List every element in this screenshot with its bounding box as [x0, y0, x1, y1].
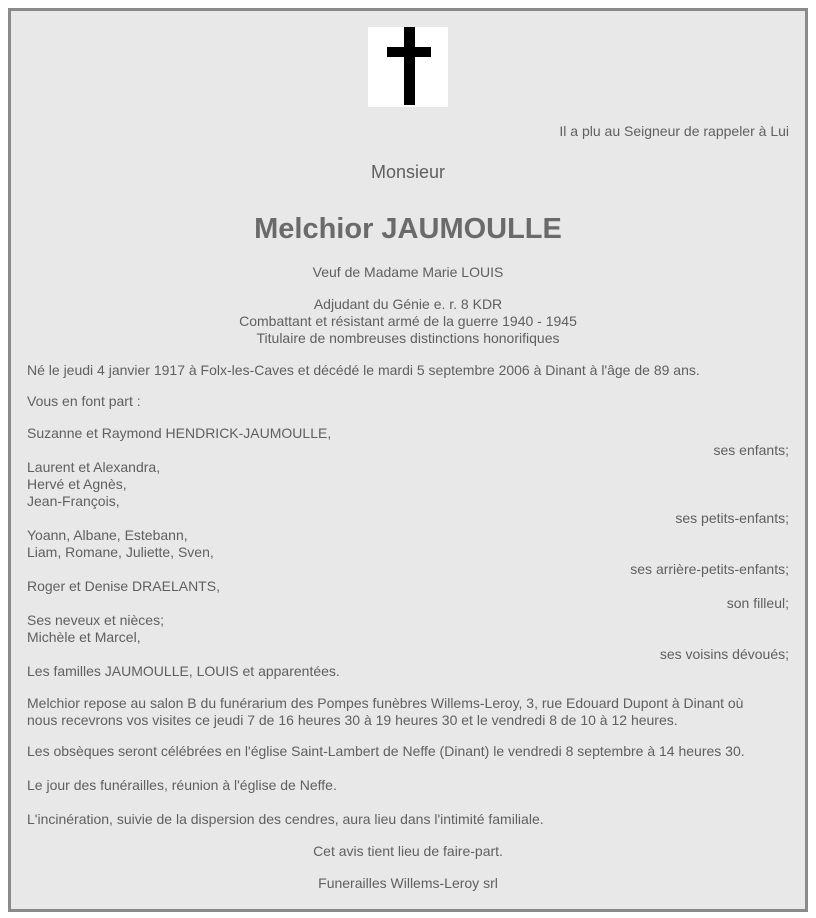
cross-icon [368, 27, 448, 107]
title-line-2: Combattant et résistant armé de la guerre 1940 - 1945 [239, 313, 577, 329]
children-names: Suzanne et Raymond HENDRICK-JAUMOULLE, [27, 425, 332, 441]
grandchildren-name-2: Hervé et Agnès, [27, 476, 127, 492]
families-line: Les familles JAUMOULLE, LOUIS et apparentées. [27, 663, 340, 679]
widower-line: Veuf de Madame Marie LOUIS [312, 264, 504, 280]
title-line-3: Titulaire de nombreuses distinctions honorifiques [256, 330, 560, 346]
great-grandchildren-name-1: Yoann, Albane, Estebann, [27, 527, 188, 543]
honorific: Monsieur [370, 162, 446, 182]
great-grandchildren-name-2: Liam, Romane, Juliette, Sven, [27, 544, 214, 560]
nephews-line: Ses neveux et nièces; [27, 612, 164, 628]
announce-line: Vous en font part : [27, 393, 141, 409]
notice-line: Cet avis tient lieu de faire-part. [313, 843, 503, 859]
great-grandchildren-role: ses arrière-petits-enfants; [630, 561, 789, 577]
godson-names: Roger et Denise DRAELANTS, [27, 578, 220, 594]
rest-line-2: nous recevrons vos visites ce jeudi 7 de 16 heures 30 à 19 heures 30 et le vendredi 8 de 10 à 12 heures. [27, 712, 678, 728]
obituary-card [8, 8, 808, 912]
children-role: ses enfants; [713, 442, 789, 458]
grandchildren-role: ses petits-enfants; [675, 510, 789, 526]
neighbors-names: Michèle et Marcel, [27, 629, 141, 645]
intro-text: Il a plu au Seigneur de rappeler à Lui [559, 123, 789, 139]
funeral-line: Les obsèques seront célébrées en l'église Saint-Lambert de Neffe (Dinant) le vendredi 8 septembre à 14 heures 30. [27, 743, 745, 759]
grandchildren-name-3: Jean-François, [27, 493, 120, 509]
deceased-name: Melchior JAUMOULLE [254, 213, 562, 245]
neighbors-role: ses voisins dévoués; [659, 646, 789, 662]
godson-role: son filleul; [726, 595, 789, 611]
grandchildren-name-1: Laurent et Alexandra, [27, 459, 161, 475]
reunion-line: Le jour des funérailles, réunion à l'église de Neffe. [27, 777, 337, 793]
title-line-1: Adjudant du Génie e. r. 8 KDR [313, 296, 503, 312]
funeral-home: Funerailles Willems-Leroy srl [318, 875, 498, 891]
rest-line-1: Melchior repose au salon B du funérarium des Pompes funèbres Willems-Leroy, 3, rue Edouard Dupont à Dinant où [27, 695, 744, 711]
birth-death-line: Né le jeudi 4 janvier 1917 à Folx-les-Caves et décédé le mardi 5 septembre 2006 à Dinant à l'âge de 89 ans. [27, 362, 700, 378]
cremation-line: L'incinération, suivie de la dispersion des cendres, aura lieu dans l'intimité familiale. [27, 811, 544, 827]
